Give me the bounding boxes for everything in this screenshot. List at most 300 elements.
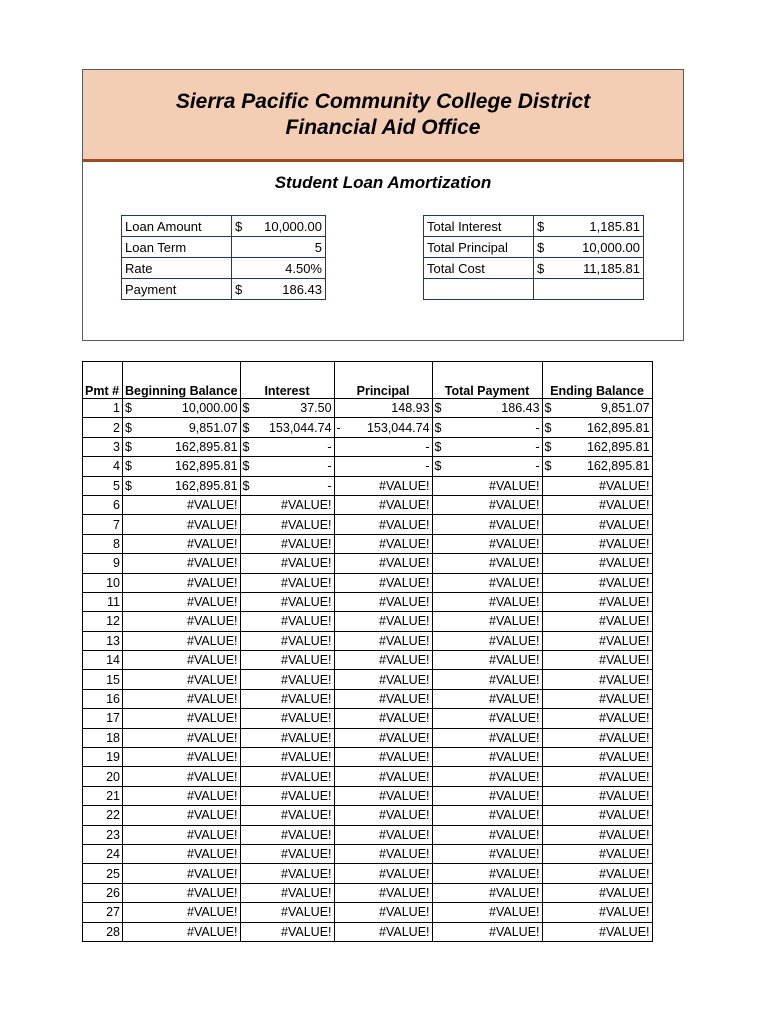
- cell-principal[interactable]: [334, 592, 432, 611]
- cell-ending-balance[interactable]: [542, 554, 652, 573]
- cell-pmt-number[interactable]: [83, 515, 123, 534]
- summary-label[interactable]: Loan Term: [122, 237, 232, 258]
- total-row: [424, 279, 644, 300]
- summary-value-cell[interactable]: [534, 279, 644, 300]
- cell-value: #VALUE!: [599, 827, 650, 842]
- cell-total-payment[interactable]: [432, 631, 542, 650]
- cell-principal[interactable]: [334, 786, 432, 805]
- column-header-interest[interactable]: Interest: [240, 362, 334, 399]
- cell-pmt-number[interactable]: [83, 631, 123, 650]
- cell-value: #VALUE!: [379, 866, 430, 881]
- cell-principal[interactable]: [334, 399, 432, 418]
- summary-label[interactable]: Total Interest: [424, 216, 534, 237]
- cell-total-payment[interactable]: [432, 554, 542, 573]
- table-row: [83, 883, 653, 902]
- cell-principal[interactable]: [334, 437, 432, 456]
- cell-beginning-balance[interactable]: [123, 651, 241, 670]
- table-row: [83, 534, 653, 553]
- cell-interest[interactable]: [240, 748, 334, 767]
- cell-beginning-balance[interactable]: [123, 534, 241, 553]
- cell-pmt-number[interactable]: [83, 825, 123, 844]
- column-header-total-payment[interactable]: Total Payment: [432, 362, 542, 399]
- cell-value: #VALUE!: [489, 672, 540, 687]
- cell-ending-balance[interactable]: [542, 592, 652, 611]
- summary-label[interactable]: Total Principal: [424, 237, 534, 258]
- cell-value: #VALUE!: [187, 672, 238, 687]
- summary-value-cell[interactable]: [534, 216, 644, 237]
- column-header-pmt-number[interactable]: Pmt #: [83, 362, 123, 399]
- cell-value: 11: [107, 595, 120, 610]
- summary-value-cell[interactable]: [534, 258, 644, 279]
- cell-beginning-balance[interactable]: [123, 728, 241, 747]
- cell-beginning-balance[interactable]: [123, 689, 241, 708]
- cell-principal[interactable]: [334, 534, 432, 553]
- cell-interest[interactable]: [240, 437, 334, 456]
- table-row: [83, 709, 653, 728]
- summary-value-cell[interactable]: [534, 237, 644, 258]
- cell-total-payment[interactable]: [432, 495, 542, 514]
- cell-total-payment[interactable]: [432, 534, 542, 553]
- cell-beginning-balance[interactable]: [123, 612, 241, 631]
- cell-value: -: [327, 439, 332, 454]
- cell-value: #VALUE!: [187, 595, 238, 610]
- cell-beginning-balance[interactable]: [123, 767, 241, 786]
- cell-ending-balance[interactable]: [542, 689, 652, 708]
- cell-interest[interactable]: [240, 709, 334, 728]
- summary-value: 1,185.81: [589, 218, 640, 234]
- summary-value: 10,000.00: [264, 218, 322, 234]
- cell-value: 153,044.74: [366, 420, 430, 435]
- input-row: [122, 237, 326, 258]
- cell-ending-balance[interactable]: [542, 748, 652, 767]
- cell-total-payment[interactable]: [432, 515, 542, 534]
- cell-pmt-number[interactable]: [83, 651, 123, 670]
- cell-interest[interactable]: [240, 689, 334, 708]
- cell-total-payment[interactable]: [432, 651, 542, 670]
- cell-total-payment[interactable]: [432, 767, 542, 786]
- cell-interest[interactable]: [240, 922, 334, 941]
- cell-value: #VALUE!: [379, 789, 430, 803]
- cell-total-payment[interactable]: [432, 748, 542, 767]
- cell-ending-balance[interactable]: [542, 728, 652, 747]
- cell-interest[interactable]: [240, 728, 334, 747]
- cell-principal[interactable]: [334, 631, 432, 650]
- cell-beginning-balance[interactable]: [123, 418, 241, 437]
- table-row: [83, 748, 653, 767]
- cell-interest[interactable]: [240, 767, 334, 786]
- cell-total-payment[interactable]: [432, 418, 542, 437]
- cell-value: #VALUE!: [281, 672, 332, 687]
- cell-value: #VALUE!: [489, 633, 540, 648]
- cell-value: 16: [106, 692, 120, 707]
- cell-value: #VALUE!: [187, 536, 238, 551]
- cell-beginning-balance[interactable]: [123, 786, 241, 805]
- cell-value: #VALUE!: [599, 633, 650, 648]
- summary-value-cell[interactable]: [232, 216, 326, 237]
- cell-principal[interactable]: [334, 903, 432, 922]
- cell-value: #VALUE!: [379, 692, 430, 707]
- cell-value: #VALUE!: [281, 750, 332, 765]
- cell-interest[interactable]: [240, 864, 334, 883]
- cell-value: #VALUE!: [379, 730, 430, 745]
- cell-pmt-number[interactable]: [83, 457, 123, 476]
- cell-pmt-number[interactable]: [83, 689, 123, 708]
- cell-value: #VALUE!: [599, 692, 650, 707]
- cell-ending-balance[interactable]: [542, 670, 652, 689]
- cell-value: #VALUE!: [281, 711, 332, 726]
- cell-total-payment[interactable]: [432, 689, 542, 708]
- cell-ending-balance[interactable]: [542, 573, 652, 592]
- cell-value: 9,851.07: [188, 420, 238, 435]
- cell-total-payment[interactable]: [432, 573, 542, 592]
- cell-symbol: $: [242, 459, 250, 474]
- cell-total-payment[interactable]: [432, 670, 542, 689]
- cell-value: 162,895.81: [586, 459, 650, 474]
- cell-pmt-number[interactable]: [83, 612, 123, 631]
- cell-value: #VALUE!: [379, 885, 430, 900]
- currency-symbol: $: [235, 281, 243, 297]
- cell-value: 25: [106, 866, 120, 881]
- column-header-ending-balance[interactable]: Ending Balance: [542, 362, 652, 399]
- cell-value: #VALUE!: [187, 905, 238, 920]
- cell-total-payment[interactable]: [432, 825, 542, 844]
- table-row: [83, 767, 653, 786]
- cell-value: #VALUE!: [489, 536, 540, 551]
- cell-pmt-number[interactable]: [83, 476, 123, 495]
- cell-value: 37.50: [300, 401, 332, 416]
- cell-pmt-number[interactable]: [83, 922, 123, 941]
- cell-beginning-balance[interactable]: [123, 806, 241, 825]
- cell-total-payment[interactable]: [432, 592, 542, 611]
- cell-interest[interactable]: [240, 399, 334, 418]
- cell-principal[interactable]: [334, 709, 432, 728]
- cell-value: #VALUE!: [379, 633, 430, 648]
- summary-value: 10,000.00: [582, 239, 640, 255]
- cell-interest[interactable]: [240, 515, 334, 534]
- cell-beginning-balance[interactable]: [123, 709, 241, 728]
- cell-pmt-number[interactable]: [83, 554, 123, 573]
- cell-interest[interactable]: [240, 418, 334, 437]
- cell-value: 8: [113, 536, 120, 551]
- cell-value: #VALUE!: [489, 847, 540, 862]
- cell-pmt-number[interactable]: [83, 418, 123, 437]
- cell-total-payment[interactable]: [432, 883, 542, 902]
- cell-principal[interactable]: [334, 457, 432, 476]
- cell-principal[interactable]: [334, 728, 432, 747]
- currency-symbol: $: [537, 260, 545, 276]
- cell-value: #VALUE!: [187, 556, 238, 571]
- table-row: [83, 399, 653, 418]
- cell-value: #VALUE!: [489, 827, 540, 842]
- cell-value: 13: [106, 633, 120, 648]
- cell-value: #VALUE!: [187, 789, 238, 803]
- cell-total-payment[interactable]: [432, 476, 542, 495]
- cell-ending-balance[interactable]: [542, 437, 652, 456]
- cell-pmt-number[interactable]: [83, 786, 123, 805]
- cell-ending-balance[interactable]: [542, 806, 652, 825]
- total-row: [424, 258, 644, 279]
- table-row: [83, 573, 653, 592]
- cell-interest[interactable]: [240, 457, 334, 476]
- cell-value: #VALUE!: [599, 885, 650, 900]
- cell-principal[interactable]: [334, 554, 432, 573]
- cell-interest[interactable]: [240, 592, 334, 611]
- cell-value: #VALUE!: [379, 556, 430, 571]
- cell-beginning-balance[interactable]: [123, 631, 241, 650]
- cell-value: 27: [106, 905, 120, 920]
- cell-total-payment[interactable]: [432, 922, 542, 941]
- summary-label[interactable]: Total Cost: [424, 258, 534, 279]
- summary-label[interactable]: [424, 279, 534, 300]
- cell-pmt-number[interactable]: [83, 806, 123, 825]
- cell-value: #VALUE!: [489, 595, 540, 610]
- cell-interest[interactable]: [240, 651, 334, 670]
- cell-ending-balance[interactable]: [542, 476, 652, 495]
- table-row: [83, 418, 653, 437]
- cell-value: #VALUE!: [379, 653, 430, 668]
- cell-principal[interactable]: [334, 825, 432, 844]
- cell-principal[interactable]: [334, 495, 432, 514]
- cell-value: #VALUE!: [489, 498, 540, 513]
- cell-total-payment[interactable]: [432, 864, 542, 883]
- cell-value: #VALUE!: [599, 924, 650, 939]
- cell-beginning-balance[interactable]: [123, 437, 241, 456]
- cell-interest[interactable]: [240, 903, 334, 922]
- cell-value: 22: [106, 808, 120, 823]
- cell-principal[interactable]: [334, 748, 432, 767]
- sheet-subtitle: Student Loan Amortization: [274, 173, 492, 192]
- cell-ending-balance[interactable]: [542, 883, 652, 902]
- cell-interest[interactable]: [240, 554, 334, 573]
- cell-pmt-number[interactable]: [83, 767, 123, 786]
- cell-pmt-number[interactable]: [83, 709, 123, 728]
- cell-beginning-balance[interactable]: [123, 825, 241, 844]
- cell-value: #VALUE!: [187, 866, 238, 881]
- cell-pmt-number[interactable]: [83, 670, 123, 689]
- cell-interest[interactable]: [240, 573, 334, 592]
- cell-value: 1: [113, 401, 120, 416]
- cell-value: #VALUE!: [187, 847, 238, 862]
- cell-interest[interactable]: [240, 476, 334, 495]
- cell-principal[interactable]: [334, 922, 432, 941]
- cell-beginning-balance[interactable]: [123, 864, 241, 883]
- cell-ending-balance[interactable]: [542, 515, 652, 534]
- cell-ending-balance[interactable]: [542, 651, 652, 670]
- cell-ending-balance[interactable]: [542, 786, 652, 805]
- cell-ending-balance[interactable]: [542, 825, 652, 844]
- cell-value: 3: [113, 439, 120, 454]
- cell-total-payment[interactable]: [432, 844, 542, 863]
- cell-ending-balance[interactable]: [542, 864, 652, 883]
- cell-total-payment[interactable]: [432, 709, 542, 728]
- cell-interest[interactable]: [240, 631, 334, 650]
- cell-pmt-number[interactable]: [83, 495, 123, 514]
- cell-value: 17: [106, 711, 120, 726]
- cell-principal[interactable]: [334, 883, 432, 902]
- cell-ending-balance[interactable]: [542, 457, 652, 476]
- cell-principal[interactable]: [334, 476, 432, 495]
- cell-pmt-number[interactable]: [83, 864, 123, 883]
- cell-principal[interactable]: [334, 864, 432, 883]
- column-header-principal[interactable]: Principal: [334, 362, 432, 399]
- cell-value: #VALUE!: [379, 575, 430, 590]
- cell-pmt-number[interactable]: [83, 573, 123, 592]
- cell-value: 162,895.81: [586, 439, 650, 454]
- cell-beginning-balance[interactable]: [123, 495, 241, 514]
- cell-ending-balance[interactable]: [542, 844, 652, 863]
- cell-value: 18: [106, 730, 120, 745]
- total-row: [424, 237, 644, 258]
- title-line-2: Financial Aid Office: [285, 115, 481, 139]
- cell-total-payment[interactable]: [432, 437, 542, 456]
- cell-beginning-balance[interactable]: [123, 476, 241, 495]
- cell-value: #VALUE!: [489, 711, 540, 726]
- table-row: [83, 844, 653, 863]
- cell-beginning-balance[interactable]: [123, 670, 241, 689]
- cell-value: #VALUE!: [489, 730, 540, 745]
- summary-value-cell[interactable]: [232, 279, 326, 300]
- cell-beginning-balance[interactable]: [123, 457, 241, 476]
- cell-value: #VALUE!: [599, 498, 650, 513]
- cell-ending-balance[interactable]: [542, 631, 652, 650]
- cell-pmt-number[interactable]: [83, 883, 123, 902]
- cell-value: 10: [106, 575, 120, 590]
- table-row: [83, 476, 653, 495]
- cell-beginning-balance[interactable]: [123, 748, 241, 767]
- table-row: [83, 631, 653, 650]
- cell-pmt-number[interactable]: [83, 534, 123, 553]
- cell-value: #VALUE!: [187, 885, 238, 900]
- cell-interest[interactable]: [240, 495, 334, 514]
- cell-interest[interactable]: [240, 844, 334, 863]
- cell-ending-balance[interactable]: [542, 418, 652, 437]
- cell-total-payment[interactable]: [432, 806, 542, 825]
- cell-pmt-number[interactable]: [83, 903, 123, 922]
- cell-value: #VALUE!: [187, 633, 238, 648]
- cell-total-payment[interactable]: [432, 457, 542, 476]
- cell-value: #VALUE!: [599, 769, 650, 784]
- cell-principal[interactable]: [334, 806, 432, 825]
- cell-value: #VALUE!: [187, 808, 238, 823]
- summary-label[interactable]: Rate: [122, 258, 232, 279]
- cell-interest[interactable]: [240, 670, 334, 689]
- cell-total-payment[interactable]: [432, 903, 542, 922]
- input-row: [122, 258, 326, 279]
- cell-ending-balance[interactable]: [542, 612, 652, 631]
- cell-value: #VALUE!: [281, 614, 332, 629]
- cell-value: 28: [106, 924, 120, 939]
- summary-label[interactable]: Payment: [122, 279, 232, 300]
- table-row: [83, 651, 653, 670]
- cell-symbol: $: [125, 439, 132, 454]
- cell-pmt-number[interactable]: [83, 748, 123, 767]
- cell-beginning-balance[interactable]: [123, 399, 241, 418]
- cell-value: #VALUE!: [281, 692, 332, 707]
- cell-ending-balance[interactable]: [542, 534, 652, 553]
- column-header-beginning-balance[interactable]: Beginning Balance: [123, 362, 241, 399]
- table-row: [83, 689, 653, 708]
- cell-beginning-balance[interactable]: [123, 844, 241, 863]
- cell-value: #VALUE!: [489, 924, 540, 939]
- cell-interest[interactable]: [240, 883, 334, 902]
- summary-value-cell[interactable]: [232, 258, 326, 279]
- cell-pmt-number[interactable]: [83, 728, 123, 747]
- cell-principal[interactable]: [334, 844, 432, 863]
- cell-value: 10,000.00: [181, 401, 238, 416]
- cell-interest[interactable]: [240, 825, 334, 844]
- cell-principal[interactable]: [334, 651, 432, 670]
- cell-ending-balance[interactable]: [542, 709, 652, 728]
- cell-interest[interactable]: [240, 806, 334, 825]
- cell-pmt-number[interactable]: [83, 844, 123, 863]
- cell-value: #VALUE!: [281, 595, 332, 610]
- cell-ending-balance[interactable]: [542, 767, 652, 786]
- loan-inputs-table: [121, 215, 326, 300]
- cell-principal[interactable]: [334, 515, 432, 534]
- cell-value: 186.43: [501, 401, 540, 416]
- cell-pmt-number[interactable]: [83, 437, 123, 456]
- cell-value: #VALUE!: [281, 556, 332, 571]
- cell-beginning-balance[interactable]: [123, 903, 241, 922]
- cell-pmt-number[interactable]: [83, 592, 123, 611]
- cell-total-payment[interactable]: [432, 399, 542, 418]
- cell-total-payment[interactable]: [432, 728, 542, 747]
- cell-value: 7: [113, 517, 120, 532]
- cell-principal[interactable]: [334, 767, 432, 786]
- cell-value: #VALUE!: [379, 924, 430, 939]
- cell-value: 26: [106, 885, 120, 900]
- cell-value: #VALUE!: [599, 789, 650, 803]
- cell-ending-balance[interactable]: [542, 495, 652, 514]
- cell-principal[interactable]: [334, 418, 432, 437]
- cell-value: 5: [113, 478, 120, 493]
- currency-symbol: $: [537, 218, 545, 234]
- cell-pmt-number[interactable]: [83, 399, 123, 418]
- cell-principal[interactable]: [334, 612, 432, 631]
- cell-beginning-balance[interactable]: [123, 573, 241, 592]
- cell-total-payment[interactable]: [432, 612, 542, 631]
- cell-beginning-balance[interactable]: [123, 592, 241, 611]
- summary-label[interactable]: Loan Amount: [122, 216, 232, 237]
- cell-interest[interactable]: [240, 612, 334, 631]
- cell-principal[interactable]: [334, 689, 432, 708]
- summary-value-cell[interactable]: [232, 237, 326, 258]
- cell-value: #VALUE!: [187, 769, 238, 784]
- cell-beginning-balance[interactable]: [123, 922, 241, 941]
- cell-value: #VALUE!: [281, 789, 332, 803]
- cell-beginning-balance[interactable]: [123, 883, 241, 902]
- cell-value: -: [425, 439, 430, 454]
- cell-ending-balance[interactable]: [542, 399, 652, 418]
- cell-value: #VALUE!: [489, 885, 540, 900]
- cell-value: #VALUE!: [379, 672, 430, 687]
- cell-value: -: [327, 459, 332, 474]
- cell-ending-balance[interactable]: [542, 922, 652, 941]
- cell-value: #VALUE!: [187, 575, 238, 590]
- cell-total-payment[interactable]: [432, 786, 542, 805]
- cell-beginning-balance[interactable]: [123, 554, 241, 573]
- cell-beginning-balance[interactable]: [123, 515, 241, 534]
- cell-principal[interactable]: [334, 670, 432, 689]
- cell-principal[interactable]: [334, 573, 432, 592]
- table-row: [83, 825, 653, 844]
- cell-interest[interactable]: [240, 786, 334, 805]
- table-row: [83, 515, 653, 534]
- cell-interest[interactable]: [240, 534, 334, 553]
- cell-value: #VALUE!: [599, 672, 650, 687]
- cell-ending-balance[interactable]: [542, 903, 652, 922]
- table-row: [83, 554, 653, 573]
